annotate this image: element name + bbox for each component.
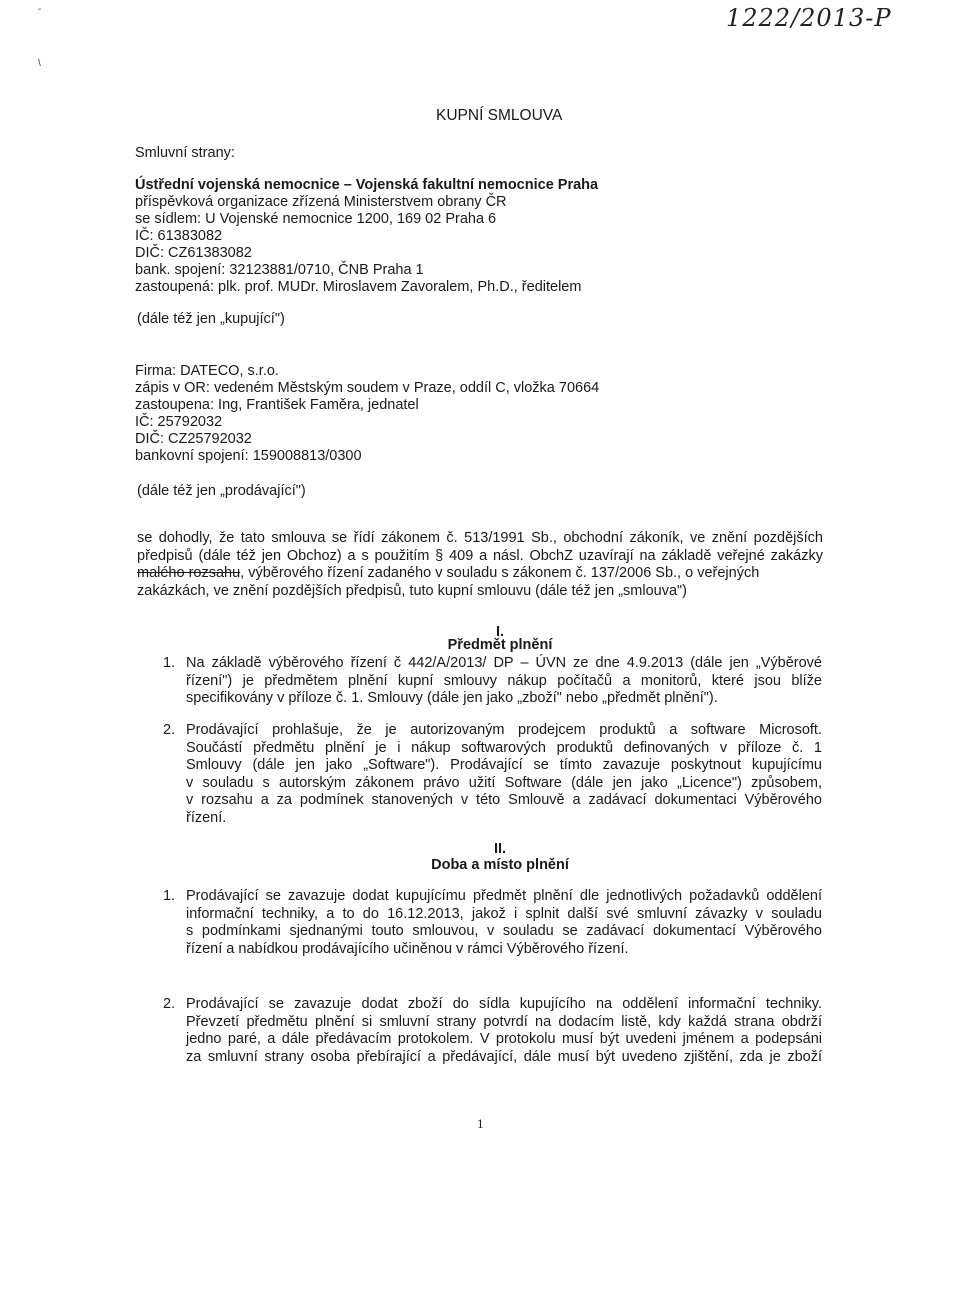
para-row: řízení.	[186, 809, 227, 826]
para-row: Prodávající se zavazuje dodat kupujícímu předmět plnění dle jednotlivých požadavků oddělení	[186, 888, 822, 904]
section2-item1	[186, 888, 822, 958]
parties-label: Smluvní strany:	[135, 145, 235, 161]
item-number: 1.	[163, 888, 176, 904]
intro-row-text: , výběrového řízení zadaného v souladu s zákonem č. 137/2006 Sb., o veřejných	[240, 565, 760, 581]
para-row: řízení") je předmětem plnění kupní smlouvy nákup počítačů a monitorů, které jsou blíže	[186, 672, 822, 689]
para-row: Převzetí předmětu plnění si smluvní strany potvrdí na dodacím listě, kdy každá strana obdrží	[186, 1013, 822, 1030]
para-row: Prodávající prohlašuje, že je autorizovaným prodejcem produktů a software Microsoft.	[186, 722, 822, 738]
intro-row	[137, 565, 823, 583]
buyer-line: IČ: 61383082	[135, 228, 223, 244]
para-row: informační techniky, a to do 16.12.2013, jakož i splnit další své smluvní závazky v souladu	[186, 905, 822, 922]
intro-row: se dohodly, že tato smlouva se řídí zákonem č. 513/1991 Sb., obchodní zákoník, ve znění pozdějších	[137, 530, 823, 546]
section2-heading: Doba a místo plnění	[431, 857, 569, 873]
para-row: Součástí předmětu plnění je i nákup softwarových produktů definovaných v příloze č. 1	[186, 739, 822, 756]
corner-mark: \	[38, 58, 41, 69]
para-row: jedno paré, a dále předávacím protokolem. V protokolu musí být uvedeni jménem a podepsáni	[186, 1031, 822, 1047]
seller-line: Firma: DATECO, s.r.o.	[135, 363, 279, 379]
item-number: 2.	[163, 996, 176, 1012]
para-row: v rozsahu a za podmínek stanovených v této Smlouvě a zadávací dokumentaci Výběrového	[186, 792, 822, 808]
seller-alias: (dále též jen „prodávající")	[137, 483, 306, 499]
document-title: KUPNÍ SMLOUVA	[436, 107, 563, 124]
page-number: 1	[477, 1116, 484, 1131]
para-row: v souladu s autorským zákonem právo užití Software (dále jen jako „Licence") způsobem,	[186, 774, 822, 791]
para-row: Na základě výběrového řízení č 442/A/2013/ DP – ÚVN ze dne 4.9.2013 (dále jen „Výběrové	[186, 655, 822, 671]
buyer-line: zastoupená: plk. prof. MUDr. Miroslavem Zavoralem, Ph.D., ředitelem	[135, 279, 582, 295]
item-number: 1.	[163, 655, 176, 671]
section1-heading: Předmět plnění	[447, 637, 553, 653]
seller-line: IČ: 25792032	[135, 414, 223, 430]
section2-item2	[186, 996, 822, 1066]
buyer-line: se sídlem: U Vojenské nemocnice 1200, 169 02 Praha 6	[135, 211, 497, 227]
para-row: za smluvní strany osoba přebírající a předávající, dále musí být uvedeno zjištění, zda je zboží	[186, 1048, 822, 1065]
intro-row: předpisů (dále též jen Obchoz) a s použitím § 409 a násl. ObchZ uzavírají na základě veřejné zakázky	[137, 547, 823, 564]
buyer-line: DIČ: CZ61383082	[135, 245, 252, 261]
corner-mark: -	[38, 4, 42, 15]
item-number: 2.	[163, 722, 176, 738]
buyer-block	[135, 177, 598, 296]
section1-item1	[186, 655, 822, 708]
para-row: řízení a nabídkou prodávajícího učiněnou v rámci Výběrového řízení.	[186, 940, 629, 957]
para-row: specifikovány v příloze č. 1. Smlouvy (dále jen jako „zboží" nebo „předmět plnění").	[186, 690, 718, 706]
seller-block	[135, 363, 599, 465]
buyer-alias: (dále též jen „kupující")	[137, 311, 285, 327]
section2-roman: II.	[493, 841, 507, 857]
intro-row: zakázkách, ve znění pozdějších předpisů, tuto kupní smlouvu (dále též jen „smlouva")	[137, 582, 687, 599]
section1-item2	[186, 722, 822, 827]
para-row: Smlouvy (dále jen jako „Software"). Prodávající se tímto zavazuje poskytnout kupujícímu	[186, 757, 822, 773]
para-row: s podmínkami sjednanými touto smlouvou, v souladu se zadávací dokumentací Výběrového	[186, 923, 822, 939]
buyer-line: bank. spojení: 32123881/0710, ČNB Praha 1	[135, 262, 424, 278]
seller-line: DIČ: CZ25792032	[135, 431, 252, 447]
para-row: Prodávající se zavazuje dodat zboží do sídla kupujícího na oddělení informační techniky.	[186, 996, 822, 1012]
section1-roman: I.	[495, 624, 505, 640]
struck-text: malého rozsahu	[137, 565, 241, 581]
seller-line: zastoupena: Ing, František Faměra, jednatel	[135, 397, 419, 413]
seller-line: zápis v OR: vedeném Městským soudem v Praze, oddíl C, vložka 70664	[135, 380, 600, 396]
seller-line: bankovní spojení: 159008813/0300	[135, 448, 362, 464]
buyer-line: příspěvková organizace zřízená Ministerstvem obrany ČR	[135, 194, 507, 210]
buyer-name: Ústřední vojenská nemocnice – Vojenská fakultní nemocnice Praha	[135, 177, 599, 193]
intro-paragraph	[137, 530, 823, 600]
handwritten-reference: 1222/2013-P	[726, 4, 892, 32]
